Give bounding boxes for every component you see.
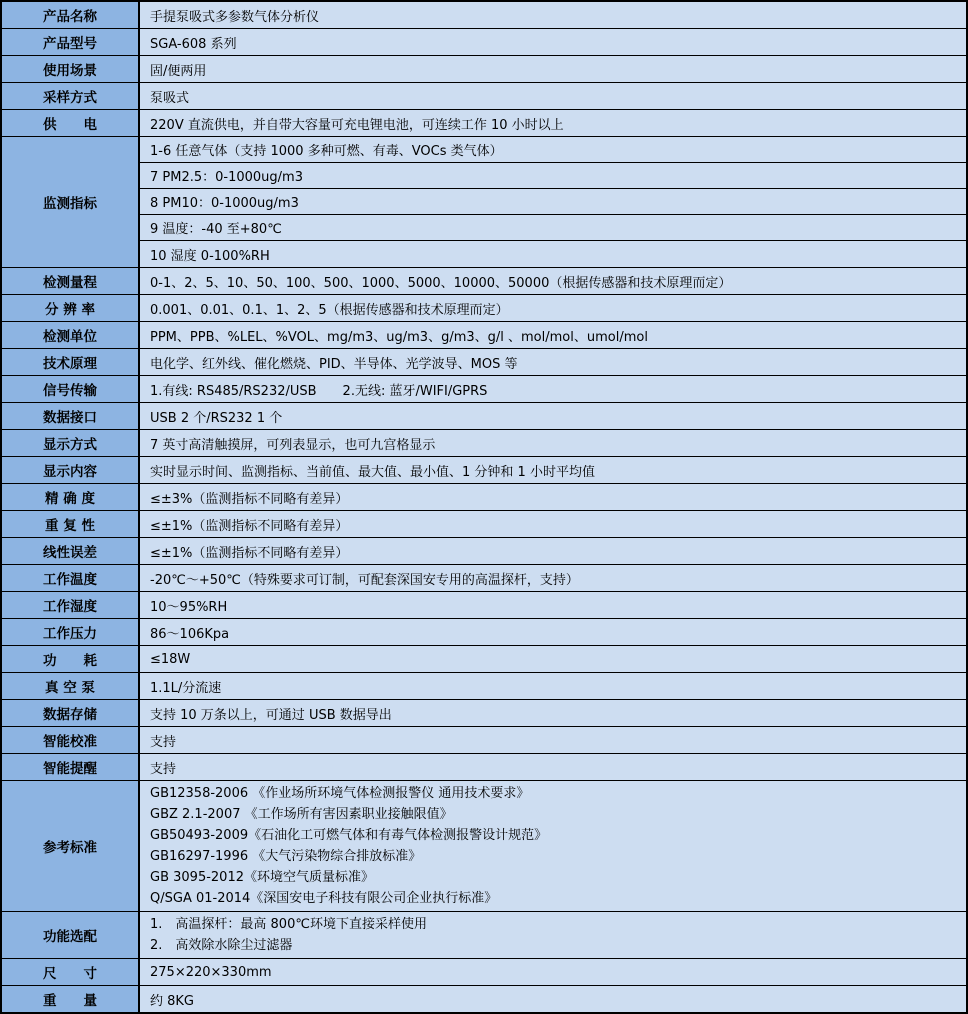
row-subvalue: 9 温度：-40 至+80℃ [140, 215, 966, 241]
table-row [2, 700, 966, 727]
row-subvalue: 7 PM2.5：0-1000ug/m3 [140, 163, 966, 189]
row-value: ≤±1%（监测指标不同略有差异） [140, 511, 966, 537]
row-value: 电化学、红外线、催化燃烧、PID、半导体、光学波导、MOS 等 [140, 349, 966, 375]
row-value: 1.1L/分流速 [140, 673, 966, 699]
row-label: 工作压力 [2, 619, 140, 645]
row-subvalue: 1-6 任意气体（支持 1000 多种可燃、有毒、VOCs 类气体） [140, 137, 966, 163]
row-value: 275×220×330mm [140, 959, 966, 985]
table-row [2, 457, 966, 484]
table-row [2, 959, 966, 986]
row-value: 220V 直流供电，并自带大容量可充电锂电池，可连续工作 10 小时以上 [140, 110, 966, 136]
row-value: ≤±3%（监测指标不同略有差异） [140, 484, 966, 510]
table-row [2, 29, 966, 56]
row-value: ≤±1%（监测指标不同略有差异） [140, 538, 966, 564]
table-row [2, 56, 966, 83]
row-value: 手提泵吸式多参数气体分析仪 [140, 2, 966, 28]
table-row [2, 376, 966, 403]
row-value-multiline [140, 912, 966, 958]
row-subvalue: 8 PM10：0-1000ug/m3 [140, 189, 966, 215]
row-label: 使用场景 [2, 56, 140, 82]
row-value: 泵吸式 [140, 83, 966, 109]
row-label: 产品名称 [2, 2, 140, 28]
table-row [2, 511, 966, 538]
row-label: 产品型号 [2, 29, 140, 55]
row-value: 0-1、2、5、10、50、100、500、1000、5000、10000、50000（根据传感器和技术原理而定） [140, 268, 966, 294]
table-row [2, 403, 966, 430]
table-row [2, 83, 966, 110]
row-value-line: GB16297-1996 《大气污染物综合排放标准》 [150, 849, 422, 864]
table-row [2, 349, 966, 376]
row-label: 技术原理 [2, 349, 140, 375]
row-value: -20℃～+50℃（特殊要求可订制，可配套深国安专用的高温探杆，支持） [140, 565, 966, 591]
row-label: 真 空 泵 [2, 673, 140, 699]
table-row [2, 619, 966, 646]
table-row [2, 2, 966, 29]
row-value: 支持 [140, 754, 966, 780]
table-row [2, 137, 966, 268]
row-value-line: Q/SGA 01-2014《深国安电子科技有限公司企业执行标准》 [150, 891, 498, 906]
table-row [2, 912, 966, 959]
row-label: 监测指标 [2, 137, 140, 267]
row-label: 信号传输 [2, 376, 140, 402]
row-label: 分 辨 率 [2, 295, 140, 321]
table-row [2, 565, 966, 592]
row-label: 显示方式 [2, 430, 140, 456]
row-value-line: 2. 高效除水除尘过滤器 [150, 938, 293, 953]
row-value-line: GB12358-2006 《作业场所环境气体检测报警仪 通用技术要求》 [150, 786, 530, 801]
row-value: ≤18W [140, 646, 966, 672]
row-label: 供 电 [2, 110, 140, 136]
row-value: PPM、PPB、%LEL、%VOL、mg/m3、ug/m3、g/m3、g/l 、mol/mol、umol/mol [140, 322, 966, 348]
table-row [2, 268, 966, 295]
row-label: 显示内容 [2, 457, 140, 483]
row-label: 线性误差 [2, 538, 140, 564]
row-label: 尺 寸 [2, 959, 140, 985]
row-value-multiline [140, 781, 966, 911]
row-label: 参考标准 [2, 781, 140, 911]
row-label: 检测量程 [2, 268, 140, 294]
row-value: 7 英寸高清触摸屏，可列表显示，也可九宫格显示 [140, 430, 966, 456]
table-row [2, 430, 966, 457]
table-row [2, 646, 966, 673]
row-value: USB 2 个/RS232 1 个 [140, 403, 966, 429]
table-row [2, 110, 966, 137]
table-row [2, 986, 966, 1012]
row-value: SGA-608 系列 [140, 29, 966, 55]
row-label: 功 耗 [2, 646, 140, 672]
row-value-line: GB 3095-2012《环境空气质量标准》 [150, 870, 374, 885]
row-label: 智能校准 [2, 727, 140, 753]
row-value-line: GBZ 2.1-2007 《工作场所有害因素职业接触限值》 [150, 807, 453, 822]
row-label: 采样方式 [2, 83, 140, 109]
row-label: 重 复 性 [2, 511, 140, 537]
row-value: 1.有线: RS485/RS232/USB 2.无线: 蓝牙/WIFI/GPRS [140, 376, 966, 402]
row-label: 功能选配 [2, 912, 140, 958]
row-subvalue: 10 湿度 0-100%RH [150, 248, 270, 264]
table-row [2, 322, 966, 349]
table-row [2, 754, 966, 781]
table-row [2, 538, 966, 565]
table-row [2, 295, 966, 322]
row-value: 约 8KG [140, 986, 966, 1012]
row-value: 固/便两用 [140, 56, 966, 82]
row-value: 支持 [140, 727, 966, 753]
table-row [2, 484, 966, 511]
row-label: 精 确 度 [2, 484, 140, 510]
row-value-group [140, 137, 966, 267]
row-label: 数据接口 [2, 403, 140, 429]
row-value: 86～106Kpa [140, 619, 966, 645]
row-label: 工作温度 [2, 565, 140, 591]
table-row [2, 592, 966, 619]
row-value: 0.001、0.01、0.1、1、2、5（根据传感器和技术原理而定） [140, 295, 966, 321]
row-label: 工作湿度 [2, 592, 140, 618]
row-value: 支持 10 万条以上，可通过 USB 数据导出 [140, 700, 966, 726]
table-row [2, 673, 966, 700]
row-label: 检测单位 [2, 322, 140, 348]
row-label: 智能提醒 [2, 754, 140, 780]
row-label: 数据存储 [2, 700, 140, 726]
row-value-line: GB50493-2009《石油化工可燃气体和有毒气体检测报警设计规范》 [150, 828, 548, 843]
row-value-line: 1. 高温探杆：最高 800℃环境下直接采样使用 [150, 917, 427, 932]
row-value: 实时显示时间、监测指标、当前值、最大值、最小值、1 分钟和 1 小时平均值 [140, 457, 966, 483]
row-label: 重 量 [2, 986, 140, 1012]
row-value: 10～95%RH [140, 592, 966, 618]
table-row [2, 727, 966, 754]
table-row [2, 781, 966, 912]
